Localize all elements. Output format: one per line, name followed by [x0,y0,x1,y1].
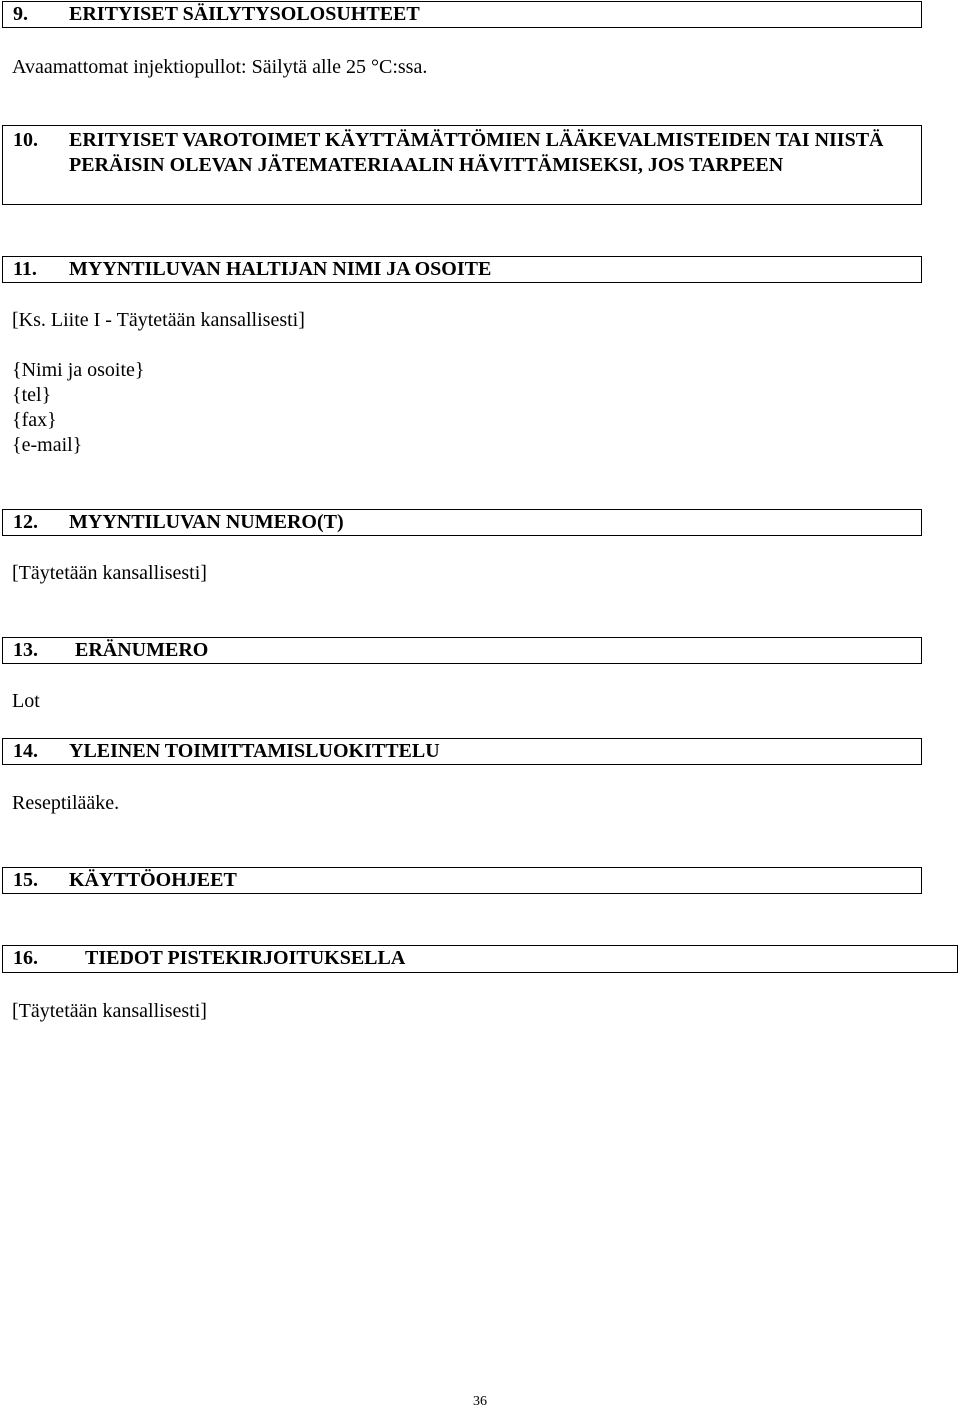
section-title: ERITYISET SÄILYTYSOLOSUHTEET [69,3,420,25]
section-number: 14. [13,740,38,762]
section-16-header [2,945,958,973]
section-14-header [2,738,922,765]
section-title: TIEDOT PISTEKIRJOITUKSELLA [85,947,406,969]
section-title: MYYNTILUVAN NUMERO(T) [69,511,344,533]
section-9-header [2,1,922,28]
section-number: 12. [13,511,38,533]
section-number: 13. [13,639,38,661]
section-title: MYYNTILUVAN HALTIJAN NIMI JA OSOITE [69,258,492,280]
section-number: 10. [13,129,38,151]
section-title: KÄYTTÖOHJEET [69,869,237,891]
section-number: 15. [13,869,38,891]
section-title: ERITYISET VAROTOIMET KÄYTTÄMÄTTÖMIEN LÄÄKEVALMISTEIDEN TAI NIISTÄ PERÄISIN OLEVAN JÄTEMATERIAALIN HÄVITTÄMISEKSI, JOS TARPEEN [69,129,884,176]
fax-placeholder: {fax} [12,409,57,431]
name-placeholder: {Nimi ja osoite} [12,359,145,381]
section-title: ERÄNUMERO [75,639,209,661]
tel-placeholder: {tel} [12,384,52,406]
lot-text: Lot [12,690,40,712]
section-10-header [2,125,922,205]
storage-text: Avaamattomat injektiopullot: Säilytä alle 25 °C:ssa. [12,56,428,78]
national-text-16: [Täytetään kansallisesti] [12,1000,207,1022]
section-number: 11. [13,258,37,280]
prescription-text: Reseptilääke. [12,792,120,814]
section-number: 9. [13,3,28,25]
email-placeholder: {e-mail} [12,434,83,456]
section-number: 16. [13,947,38,969]
page-number: 36 [473,1394,487,1409]
reference-text: [Ks. Liite I - Täytetään kansallisesti] [12,309,305,331]
section-11-header [2,256,922,283]
section-title: YLEINEN TOIMITTAMISLUOKITTELU [69,740,440,762]
section-15-header [2,867,922,894]
national-text-12: [Täytetään kansallisesti] [12,562,207,584]
section-13-header [2,637,922,664]
section-12-header [2,509,922,536]
